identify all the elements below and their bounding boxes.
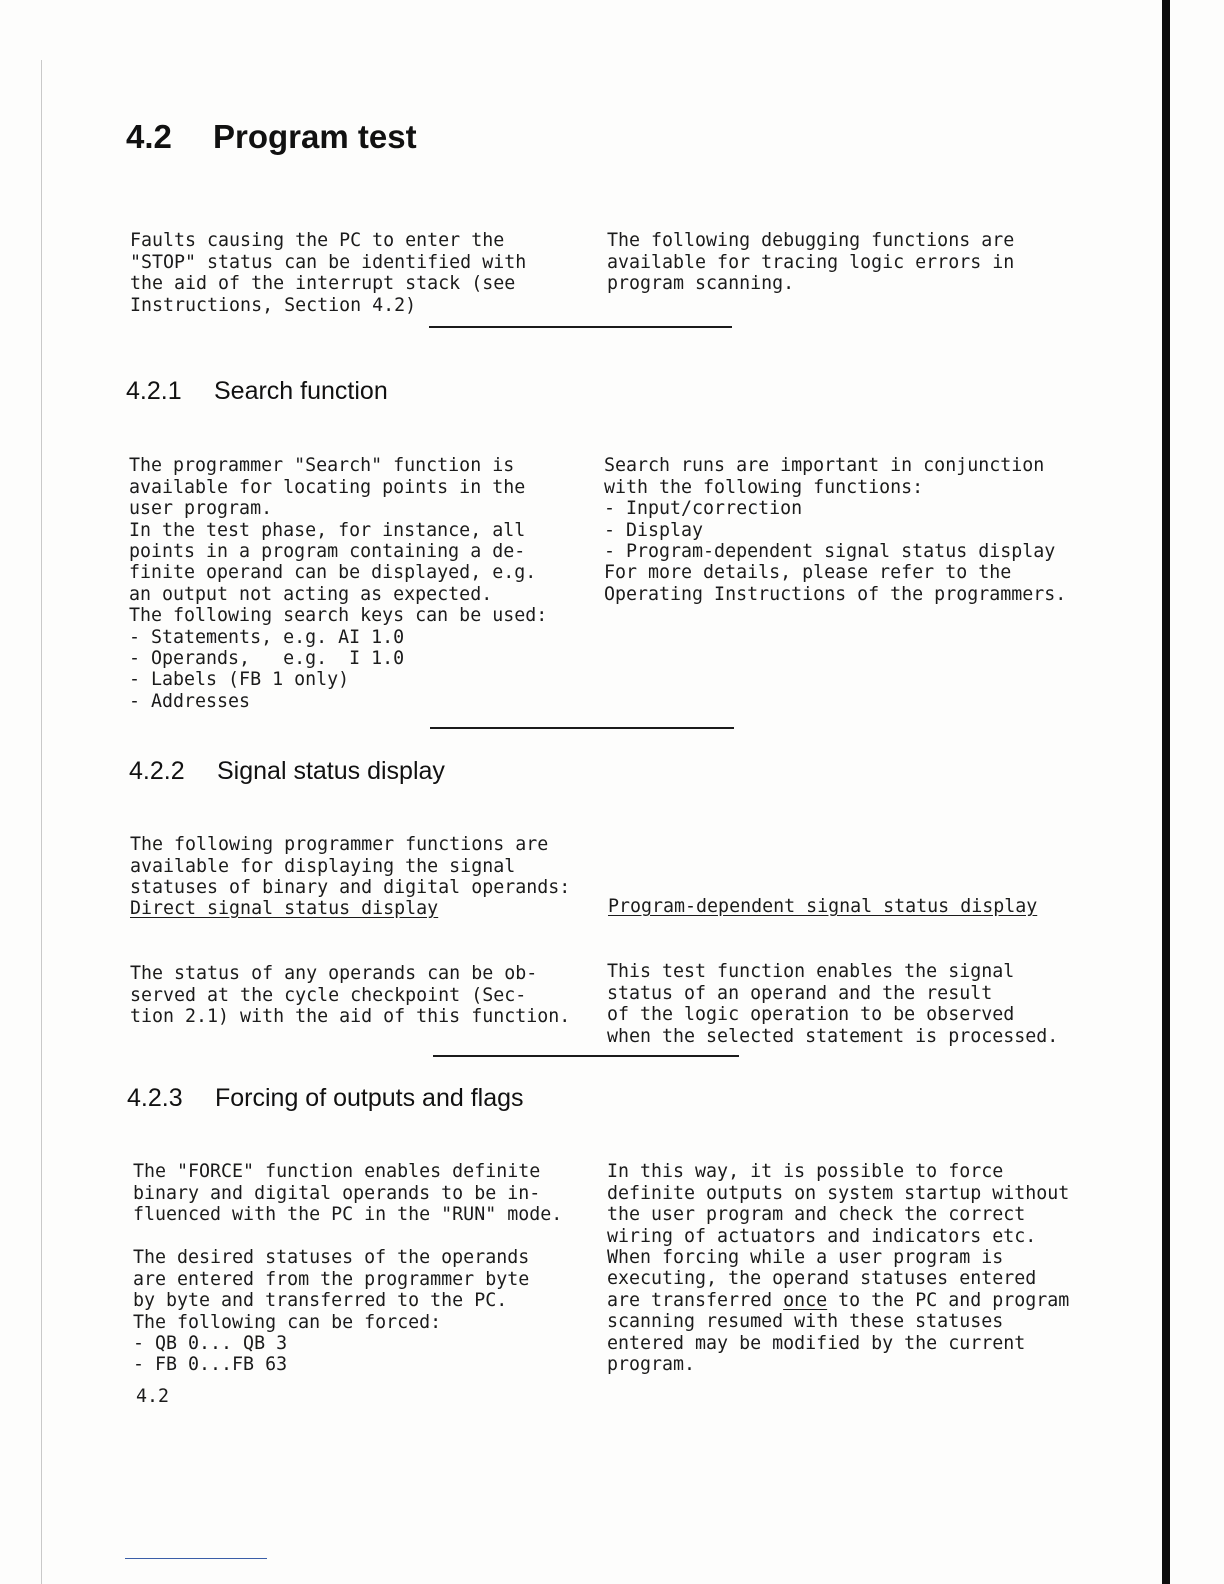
- section-title: Signal status display: [217, 757, 445, 785]
- text-line: program scanning.: [607, 273, 795, 295]
- text-line: Search runs are important in conjunction: [604, 455, 1045, 477]
- text-line: The desired statuses of the operands: [133, 1247, 530, 1269]
- text-line: entered may be modified by the current: [607, 1332, 1026, 1354]
- search-left-text: [129, 434, 547, 734]
- program-dependent-heading: Program-dependent signal status display: [608, 896, 1038, 917]
- text-line: Operating Instructions of the programmers.: [604, 583, 1067, 605]
- text-line: available for locating points in the: [129, 476, 526, 498]
- text-line: wiring of actuators and indicators etc.: [607, 1225, 1037, 1247]
- text-line: an output not acting as expected.: [129, 583, 493, 605]
- text-line: When forcing while a user program is: [607, 1247, 1004, 1269]
- text-line: The following can be forced:: [133, 1311, 442, 1333]
- text-line: points in a program containing a de-: [129, 541, 526, 563]
- text-line: available for displaying the signal: [130, 855, 516, 877]
- text-line: For more details, please refer to the: [604, 562, 1012, 584]
- text-line: scanning resumed with these statuses: [607, 1311, 1004, 1333]
- text-line: - Labels (FB 1 only): [129, 669, 350, 691]
- text-line: - Program-dependent signal status display: [604, 541, 1056, 563]
- text-line: The following search keys can be used:: [129, 605, 548, 627]
- page-title-number: 4.2: [126, 118, 172, 155]
- section-divider: [429, 326, 732, 328]
- text-line: by byte and transferred to the PC.: [133, 1290, 508, 1312]
- signal-left-text: [130, 942, 570, 1049]
- page-right-edge: [1162, 0, 1170, 1584]
- text-line: Faults causing the PC to enter the: [130, 230, 505, 252]
- text-line: "STOP" status can be identified with: [130, 251, 527, 273]
- text-line: the aid of the interrupt stack (see: [130, 273, 516, 295]
- section-number: 4.2.2: [129, 757, 185, 785]
- text-line: - QB 0... QB 3: [133, 1333, 288, 1355]
- page-title: [126, 118, 417, 156]
- text-line: The "FORCE" function enables definite: [133, 1161, 541, 1183]
- section-heading-signal: [129, 757, 445, 786]
- text-line: Instructions, Section 4.2): [130, 294, 417, 316]
- force-left-text-2: [133, 1226, 529, 1397]
- page-number: 4.2: [136, 1386, 170, 1407]
- text-line: - FB 0...FB 63: [133, 1354, 288, 1376]
- text-line: [607, 1290, 1069, 1311]
- text-line: executing, the operand statuses entered: [607, 1268, 1037, 1290]
- text-fragment: are transferred: [607, 1289, 784, 1311]
- emphasis-once: once: [783, 1289, 828, 1311]
- text-line: the user program and check the correct: [607, 1204, 1026, 1226]
- section-divider: [433, 1055, 739, 1057]
- text-line: The status of any operands can be ob-: [130, 963, 538, 985]
- text-line: - Input/correction: [604, 498, 803, 520]
- text-line: binary and digital operands to be in-: [133, 1182, 541, 1204]
- force-right-text: [607, 1140, 1069, 1397]
- signal-right-text: [607, 940, 1058, 1068]
- text-fragment: to the PC and program: [827, 1289, 1070, 1311]
- section-number: 4.2.3: [127, 1084, 183, 1112]
- text-line: - Operands, e.g. I 1.0: [129, 648, 405, 670]
- text-line: - Display: [604, 519, 704, 541]
- text-line: fluenced with the PC in the "RUN" mode.: [133, 1204, 563, 1226]
- text-line: tion 2.1) with the aid of this function.: [130, 1006, 571, 1028]
- text-line: program.: [607, 1354, 696, 1376]
- text-line: definite outputs on system startup without: [607, 1182, 1070, 1204]
- text-line: The programmer "Search" function is: [129, 455, 515, 477]
- text-line: - Statements, e.g. AI 1.0: [129, 626, 405, 648]
- section-number: 4.2.1: [126, 377, 182, 405]
- text-line: This test function enables the signal: [607, 961, 1015, 983]
- search-right-text: [604, 434, 1066, 627]
- text-line: are entered from the programmer byte: [133, 1268, 530, 1290]
- section-heading-search: [126, 377, 388, 406]
- intro-left-text: [130, 209, 526, 337]
- text-line: - Addresses: [129, 690, 251, 712]
- intro-right-text: [607, 209, 1014, 316]
- text-line: In the test phase, for instance, all: [129, 519, 526, 541]
- text-line: status of an operand and the result: [607, 982, 993, 1004]
- page-left-edge: [41, 60, 42, 1584]
- text-line: The following programmer functions are: [130, 834, 549, 856]
- text-line: available for tracing logic errors in: [607, 251, 1015, 273]
- section-heading-force: [127, 1084, 524, 1113]
- section-title: Search function: [214, 377, 388, 405]
- text-line: The following debugging functions are: [607, 230, 1015, 252]
- text-line: served at the cycle checkpoint (Sec-: [130, 984, 527, 1006]
- section-title: Forcing of outputs and flags: [215, 1084, 524, 1112]
- footer-rule: [125, 1558, 267, 1559]
- text-line: finite operand can be displayed, e.g.: [129, 562, 537, 584]
- text-line: of the logic operation to be observed: [607, 1004, 1015, 1026]
- text-line: user program.: [129, 498, 273, 520]
- text-line: with the following functions:: [604, 476, 924, 498]
- section-divider: [430, 727, 734, 729]
- direct-signal-heading: Direct signal status display: [130, 898, 439, 919]
- text-line: when the selected statement is processed.: [607, 1025, 1059, 1047]
- page-title-text: Program test: [213, 118, 417, 155]
- text-line: statuses of binary and digital operands:: [130, 877, 571, 899]
- text-line: In this way, it is possible to force: [607, 1161, 1004, 1183]
